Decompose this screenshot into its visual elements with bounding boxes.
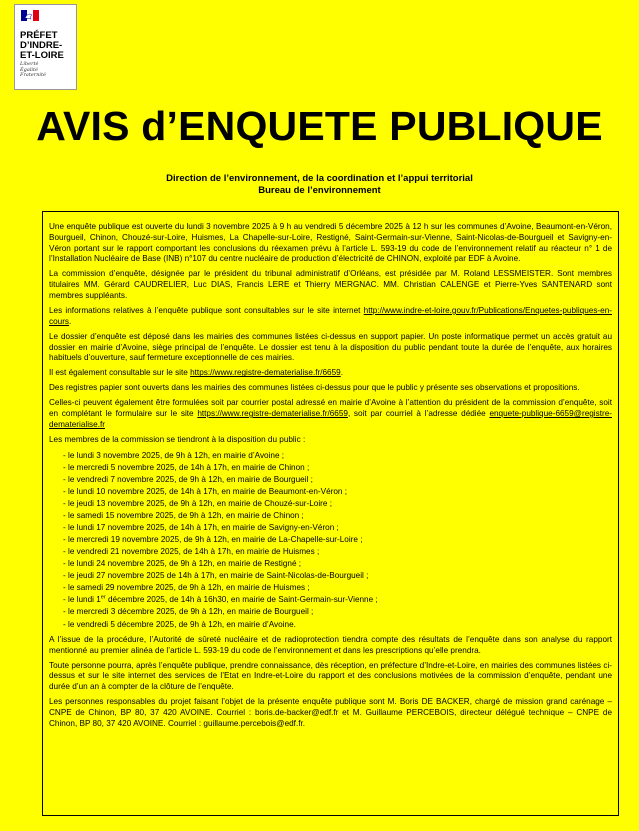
registre-form-link[interactable]: https://www.registre-dematerialise.fr/6659 (197, 409, 348, 419)
paragraph-online: Il est également consultable sur le site https://www.registre-dematerialise.fr/6659. (49, 368, 343, 378)
list-item: - le lundi 10 novembre 2025, de 14h à 17h, en mairie de Beaumont-en-Véron ; (63, 486, 612, 498)
list-item: - le lundi 3 novembre 2025, de 9h à 12h, en mairie d’Avoine ; (63, 450, 612, 462)
logo-text: PRÉFET D’INDRE- ET-LOIRE (20, 30, 64, 61)
paragraph-registres: Des registres papier sont ouverts dans les mairies des communes listées ci-dessus pour que le public y présente ses observations et propositions. (49, 383, 580, 393)
paragraph-responsables: Les personnes responsables du projet faisant l’objet de la présente enquête publique sont M. Boris DE BACKER, chargé de mission grand carénage – CNPE de Chinon, BP 80, 37 420 AVOINE. Courriel : boris.de-backer@edf.fr et M. Guillaume PERCEBOIS, directeur délégué technique – CNPE de Chinon, BP 80, 37 420 AVOINE. Courriel : guillaume.percebois@edf.fr. (49, 697, 612, 728)
list-item: - le jeudi 27 novembre 2025 de 14h à 17h, en mairie de Saint-Nicolas-de-Bourgueil ; (63, 570, 612, 582)
list-item: - le jeudi 13 novembre 2025, de 9h à 12h, en mairie de Chouzé-sur-Loire ; (63, 498, 612, 510)
page-subtitle (0, 173, 639, 196)
list-item: - le lundi 17 novembre 2025, de 14h à 17h, en mairie de Savigny-en-Véron ; (63, 522, 612, 534)
list-item: - le mercredi 5 novembre 2025, de 14h à 17h, en mairie de Chinon ; (63, 462, 612, 474)
paragraph-information: Les informations relatives à l’enquête publique sont consultables sur le site internet http://www.indre-et-loire.gouv.fr/Publications/Enquetes-publiques-en-cours. (49, 305, 612, 326)
email-link[interactable]: enquete-publique-6659@registre-dematerialise.fr (49, 409, 612, 429)
registre-link[interactable]: https://www.registre-dematerialise.fr/6659 (190, 368, 341, 378)
notice-box (42, 211, 619, 816)
prefet-logo (14, 4, 77, 90)
list-item: - le samedi 29 novembre 2025, de 9h à 12h, en mairie de Huismes ; (63, 582, 612, 594)
list-item: - le mercredi 19 novembre 2025, de 9h à 12h, en mairie de La-Chapelle-sur-Loire ; (63, 534, 612, 546)
subtitle-bureau: Bureau de l’environnement (258, 184, 381, 196)
list-item: - le mercredi 3 décembre 2025, de 9h à 12h, en mairie de Bourgueil ; (63, 606, 612, 618)
logo-motto: Liberté Égalité Fraternité (20, 61, 46, 78)
permanences-list (49, 450, 612, 631)
paragraph-observations: Celles-ci peuvent également être formulées soit par courrier postal adressé en mairie d’Avoine à l’attention du président de la commission d’enquête, soit en complétant le formulaire sur le site https://www.registre-dematerialise.fr/6659, soit par courriel à l’adresse dédiée enquete-publique-6659@registre-dematerialise.fr (49, 398, 612, 429)
paragraph-permanences-intro: Les membres de la commission se tiendront à la disposition du public : (49, 434, 306, 444)
paragraph-dossier: Le dossier d’enquête est déposé dans les mairies des communes listées ci-dessus en support papier. Un poste informatique permet un accès gratuit au dossier en mairie d’Avoine, siège principal de l’enquête. Le dossier est tenu à la disposition du public pendant toute la durée de l’enquête, aux horaires habituels d’ouverture, sauf fermeture exceptionnelle de ces mairies. (49, 331, 612, 363)
marianne-flag-icon (21, 10, 39, 21)
paragraph-opening: Une enquête publique est ouverte du lundi 3 novembre 2025 à 9 h au vendredi 5 décembre 2025 à 12 h sur les communes d’Avoine, Beaumont-en-Véron, Bourgueil, Chinon, Chouzé-sur-Loire, Huismes, La Chapelle-sur-Loire, Restigné, Saint-Germain-sur-Vienne, Saint-Nicolas-de-Bourgueil et Savigny-en-Véron portant sur le rapport comportant les conclusions du réexamen prévu à l’article L. 593-19 du code de l’environnement relatif au réacteur n° 1 de l’Installation Nucléaire de Base (INB) n°107 du centre nucléaire de production d’électricité de CHINON, exploité par EDF à Avoine. (49, 222, 612, 264)
paragraph-commission: La commission d’enquête, désignée par le président du tribunal administratif d’Orléans, est présidée par M. Roland LESSMEISTER. Sont membres titulaires MM. Gérard CAUDRELIER, Luc DIAS, Francis LERE et Thierry MERGNAC. MM. Christian CALENGE et Pierre-Yves SANTENARD sont membres suppléants. (49, 269, 612, 300)
list-item: - le lundi 1er décembre 2025, de 14h à 16h30, en mairie de Saint-Germain-sur-Vienne ; (63, 594, 612, 606)
subtitle-direction: Direction de l’environnement, de la coordination et l’appui territorial (166, 173, 473, 184)
paragraph-asnr: A l’issue de la procédure, l’Autorité de sûreté nucléaire et de radioprotection tiendra compte des résultats de l’enquête dans son analyse du rapport mentionné au premier alinéa de l’article L. 593-19 du code de l’environnement et dans les prescriptions qu’elle prendra. (49, 634, 612, 655)
list-item: - le vendredi 7 novembre 2025, de 9h à 12h, en mairie de Bourgueil ; (63, 474, 612, 486)
list-item: - le lundi 24 novembre 2025, de 9h à 12h, en mairie de Restigné ; (63, 558, 612, 570)
list-item: - le samedi 15 novembre 2025, de 9h à 12h, en mairie de Chinon ; (63, 510, 612, 522)
list-item: - le vendredi 21 novembre 2025, de 14h à 17h, en mairie de Huismes ; (63, 546, 612, 558)
list-item: - le vendredi 5 décembre 2025, de 9h à 12h, en mairie d’Avoine. (63, 619, 612, 631)
paragraph-consultation: Toute personne pourra, après l’enquête publique, prendre connaissance, dès réception, en préfecture d’Indre-et-Loire, en mairies des communes listées ci-dessus et sur le site internet des services de l’Etat en Indre-et-Loire du rapport et des conclusions motivées de la commission d’enquête, pendant une durée d’un an à compter de la clôture de l’enquête. (49, 660, 612, 692)
prefecture-link[interactable]: http://www.indre-et-loire.gouv.fr/Publications/Enquetes-publiques-en-cours (49, 305, 612, 326)
page-title: AVIS d’ENQUETE PUBLIQUE (36, 103, 603, 149)
